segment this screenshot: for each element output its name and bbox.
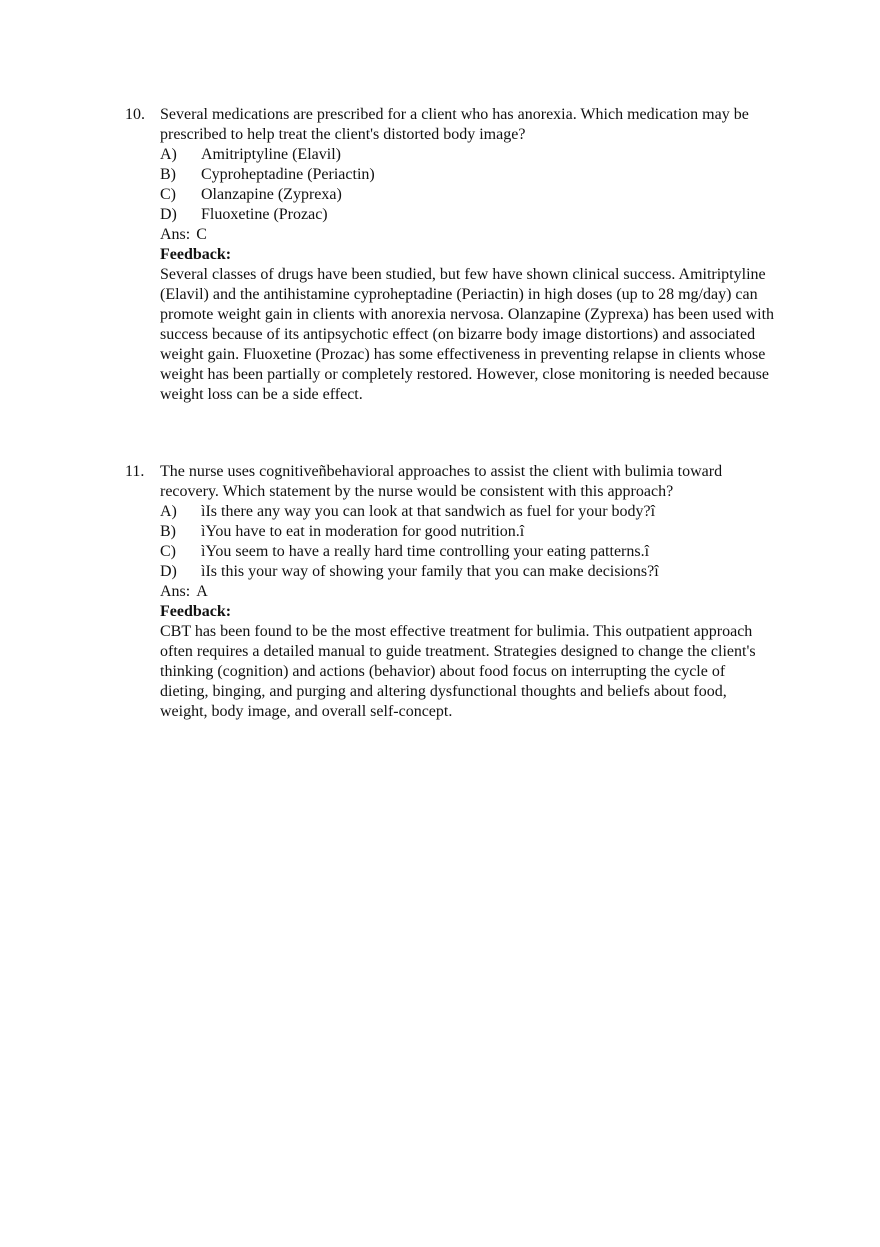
question-10: [125, 105, 775, 405]
choice-letter: D): [160, 206, 177, 223]
feedback-text: Several classes of drugs have been studied, but few have shown clinical success. Amitriptyline (Elavil) and the antihistamine cyproheptadine (Periactin) in high doses (up to 28 mg/day) can promote weight gain in clients with anorexia nervosa. Olanzapine (Zyprexa) has been used with success because of its antipsychotic effect (on bizarre body image distortions) and associated weight gain. Fluoxetine (Prozac) has some effectiveness in preventing relapse in clients whose weight has been partially or completely restored. However, close monitoring is needed because weight loss can be a side effect.: [160, 266, 775, 403]
choice-text: ìYou have to eat in moderation for good nutrition.î: [201, 523, 525, 540]
feedback-text: CBT has been found to be the most effective treatment for bulimia. This outpatient approach often requires a detailed manual to guide treatment. Strategies designed to change the client's thinking (cognition) and actions (behavior) about food focus on interrupting the cycle of dieting, binging, and purging and altering dysfunctional thoughts and beliefs about food, weight, body image, and overall self-concept.: [160, 623, 756, 720]
choice-letter: C): [160, 186, 176, 203]
choice-text: Olanzapine (Zyprexa): [201, 186, 342, 203]
choice-d: [160, 205, 775, 225]
choice-text: ìIs there any way you can look at that sandwich as fuel for your body?î: [201, 503, 656, 520]
answer-value: A: [196, 583, 208, 600]
feedback-label: Feedback:: [160, 246, 232, 263]
question-number: 10.: [125, 106, 145, 123]
choice-letter: A): [160, 503, 177, 520]
choice-text: Cyproheptadine (Periactin): [201, 166, 375, 183]
question-number: 11.: [125, 463, 145, 480]
choice-b: [160, 522, 775, 542]
answer-label: Ans:: [160, 226, 191, 243]
choice-letter: D): [160, 563, 177, 580]
question-stem: The nurse uses cognitiveñbehavioral approaches to assist the client with bulimia toward recovery. Which statement by the nurse would be consistent with this approach?: [160, 463, 723, 500]
answer-value: C: [196, 226, 207, 243]
answer-line: [160, 225, 775, 245]
question-stem: Several medications are prescribed for a client who has anorexia. Which medication may be prescribed to help treat the client's distorted body image?: [160, 106, 749, 143]
choice-text: Amitriptyline (Elavil): [201, 146, 341, 163]
choice-letter: B): [160, 166, 176, 183]
choice-letter: C): [160, 543, 176, 560]
answer-line: [160, 582, 775, 602]
choice-a: [160, 145, 775, 165]
answer-label: Ans:: [160, 583, 191, 600]
choice-text: ìYou seem to have a really hard time controlling your eating patterns.î: [201, 543, 650, 560]
choice-c: [160, 542, 775, 562]
question-11: [125, 462, 775, 722]
choice-d: [160, 562, 775, 582]
choice-letter: B): [160, 523, 176, 540]
choice-text: Fluoxetine (Prozac): [201, 206, 328, 223]
question-body: [160, 462, 775, 722]
choice-a: [160, 502, 775, 522]
choice-letter: A): [160, 146, 177, 163]
choice-b: [160, 165, 775, 185]
choice-c: [160, 185, 775, 205]
question-body: [160, 105, 775, 405]
feedback-label: Feedback:: [160, 603, 232, 620]
choice-text: ìIs this your way of showing your family that you can make decisions?î: [201, 563, 659, 580]
